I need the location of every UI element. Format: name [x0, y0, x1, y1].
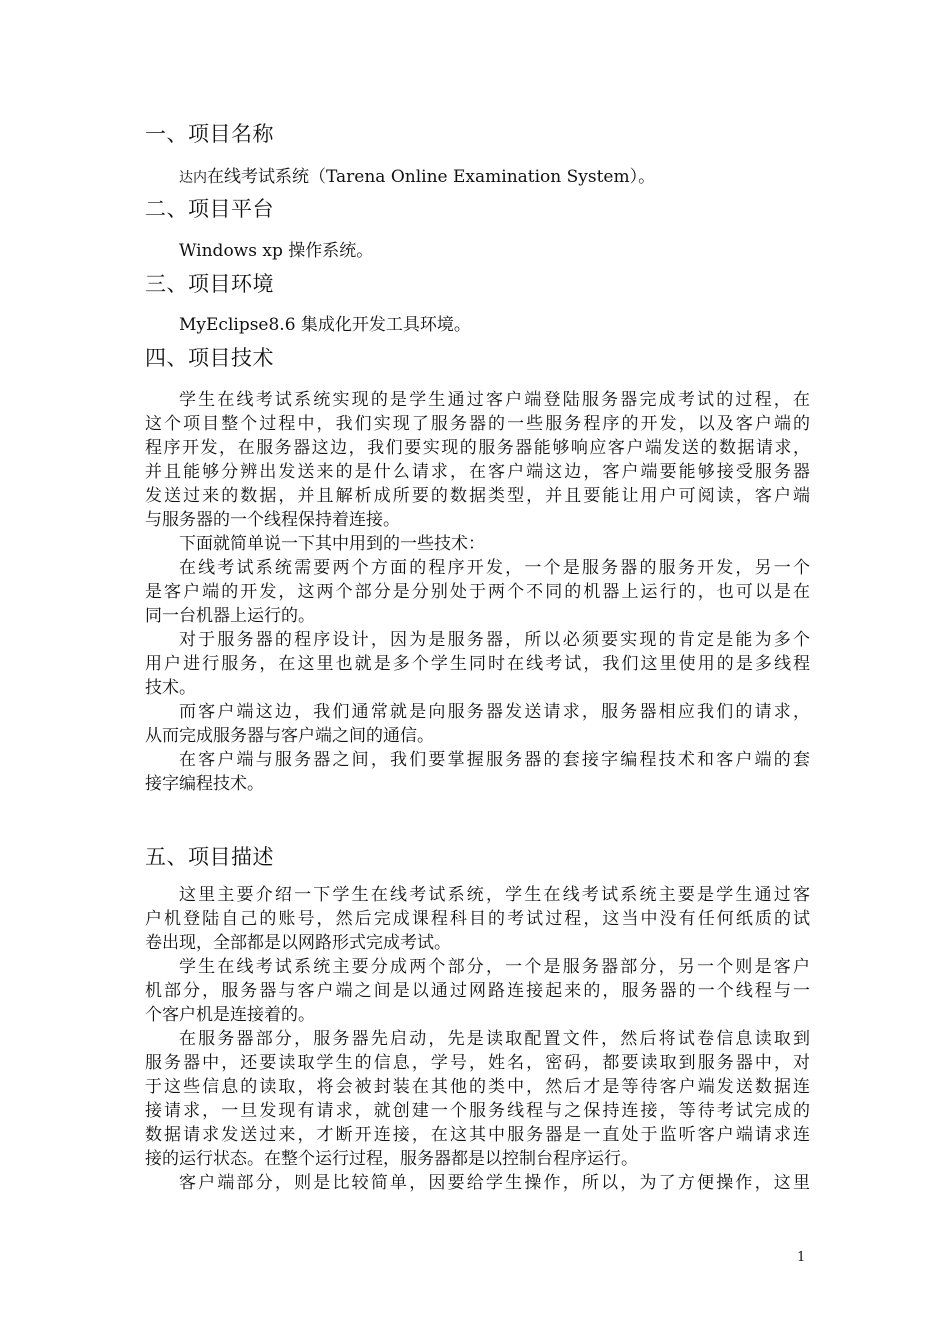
section-heading-technology: 四、项目技术: [145, 346, 274, 370]
paragraph-line: 从而完成服务器与客户端之间的通信。: [145, 726, 434, 746]
paragraph-line: 对于服务器的程序设计，因为是服务器，所以必须要实现的肯定是能为多个: [179, 630, 810, 650]
paragraph-line: 发送过来的数据，并且解析成所要的数据类型，并且要能让用户可阅读，客户端: [145, 486, 810, 506]
section-heading-platform: 二、项目平台: [145, 197, 274, 221]
paragraph-line: 与服务器的一个线程保持着连接。: [145, 510, 400, 530]
paragraph-line: 是客户端的开发，这两个部分是分别处于两个不同的机器上运行的，也可以是在: [145, 582, 810, 602]
paragraph-line: 用户进行服务，在这里也就是多个学生同时在线考试，我们这里使用的是多线程: [145, 654, 810, 674]
paragraph-line: 个客户机是连接着的。: [145, 1005, 315, 1025]
section-heading-name: 一、项目名称: [145, 122, 274, 146]
paragraph-line: 接字编程技术。: [145, 774, 264, 794]
paragraph-line: 而客户端这边，我们通常就是向服务器发送请求，服务器相应我们的请求，: [179, 702, 810, 722]
platform-line: Windows xp 操作系统。: [179, 241, 374, 261]
project-name-line: [179, 165, 655, 190]
paragraph-line: 于这些信息的读取，将会被封装在其他的类中，然后才是等待客户端发送数据连: [145, 1077, 810, 1097]
paragraph-line: 接的运行状态。在整个运行过程，服务器都是以控制台程序运行。: [145, 1149, 638, 1169]
page-number: 1: [797, 1250, 806, 1265]
paragraph-line: 户机登陆自己的账号，然后完成课程科目的考试过程，这当中没有任何纸质的试: [145, 909, 810, 929]
paragraph-line: 在服务器部分，服务器先启动，先是读取配置文件，然后将试卷信息读取到: [179, 1029, 810, 1049]
paragraph-line: 学生在线考试系统实现的是学生通过客户端登陆服务器完成考试的过程，在: [179, 390, 810, 410]
paragraph-line: 程序开发，在服务器这边，我们要实现的服务器能够响应客户端发送的数据请求，: [145, 438, 810, 458]
paragraph-line: 学生在线考试系统主要分成两个部分，一个是服务器部分，另一个则是客户: [179, 957, 810, 977]
project-name-prefix: 达内: [179, 170, 207, 186]
paragraph-line: 客户端部分，则是比较简单，因要给学生操作，所以，为了方便操作，这里: [179, 1173, 810, 1193]
section-heading-environment: 三、项目环境: [145, 272, 274, 296]
paragraph-line: 在客户端与服务器之间，我们要掌握服务器的套接字编程技术和客户端的套: [179, 750, 810, 770]
section-heading-description: 五、项目描述: [145, 845, 274, 869]
paragraph-line: 下面就简单说一下其中用到的一些技术：: [179, 534, 485, 554]
paragraph-line: 这里主要介绍一下学生在线考试系统，学生在线考试系统主要是学生通过客: [179, 885, 810, 905]
paragraph-line: 机部分，服务器与客户端之间是以通过网路连接起来的，服务器的一个线程与一: [145, 981, 810, 1001]
paragraph-line: 并且能够分辨出发送来的是什么请求，在客户端这边，客户端要能够接受服务器: [145, 462, 810, 482]
paragraph-line: 服务器中，还要读取学生的信息，学号，姓名，密码，都要读取到服务器中，对: [145, 1053, 810, 1073]
paragraph-line: 数据请求发送过来，才断开连接，在这其中服务器是一直处于监听客户端请求连: [145, 1125, 810, 1145]
environment-line: MyEclipse8.6 集成化开发工具环境。: [179, 315, 471, 335]
paragraph-line: 技术。: [145, 678, 196, 698]
paragraph-line: 卷出现，全部都是以网路形式完成考试。: [145, 933, 451, 953]
paragraph-line: 这个项目整个过程中，我们实现了服务器的一些服务程序的开发，以及客户端的: [145, 414, 810, 434]
project-name-text: 在线考试系统（Tarena Online Examination System）。: [207, 167, 656, 187]
paragraph-line: 接请求，一旦发现有请求，就创建一个服务线程与之保持连接，等待考试完成的: [145, 1101, 810, 1121]
paragraph-line: 同一台机器上运行的。: [145, 606, 315, 626]
paragraph-line: 在线考试系统需要两个方面的程序开发，一个是服务器的服务开发，另一个: [179, 558, 810, 578]
